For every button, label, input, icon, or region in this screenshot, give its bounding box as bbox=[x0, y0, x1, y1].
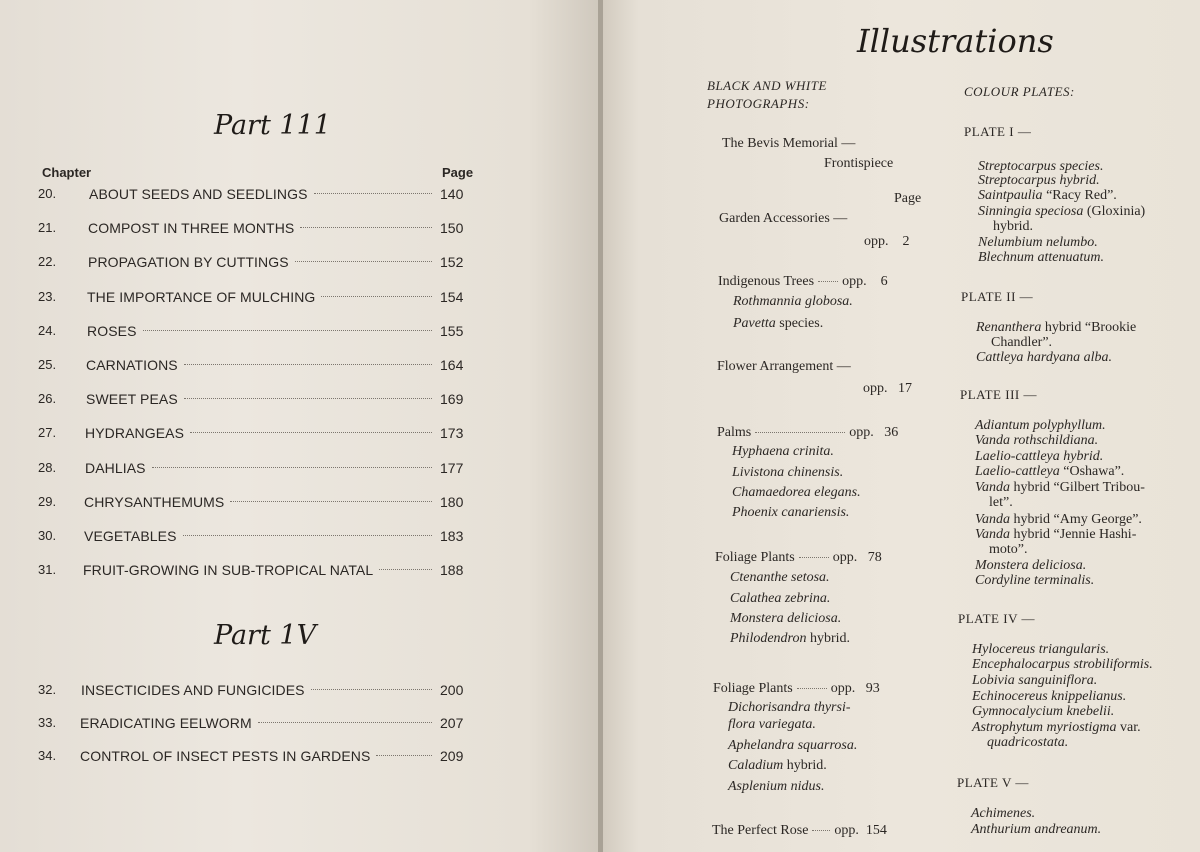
dot-leader bbox=[152, 467, 432, 468]
plate-ii-renanthera: Renanthera hybrid “Brookie bbox=[976, 320, 1137, 335]
plate-iii-vanda-3-cont: moto”. bbox=[989, 542, 1028, 557]
chapter-page: 154 bbox=[440, 288, 464, 305]
plate-i-item: Blechnum attenuatum. bbox=[978, 250, 1104, 265]
dot-leader bbox=[379, 569, 432, 570]
bw-pavetta: Pavetta species. bbox=[733, 316, 824, 331]
chapter-page: 177 bbox=[440, 459, 464, 476]
plate-i-heading: PLATE I — bbox=[964, 124, 1032, 139]
part-iii-title: Part 111 bbox=[214, 110, 331, 141]
chapter-row bbox=[0, 320, 600, 344]
chapter-title: FRUIT-GROWING IN SUB-TROPICAL NATAL bbox=[83, 562, 374, 579]
plate-iv-item: Hylocereus triangularis. bbox=[972, 642, 1110, 657]
plate-i-item: Nelumbium nelumbo. bbox=[978, 235, 1098, 250]
chapter-page: 152 bbox=[440, 254, 464, 271]
dot-leader bbox=[376, 755, 432, 756]
chapter-row bbox=[0, 457, 600, 481]
bw-foliage-1-item: Monstera deliciosa. bbox=[730, 611, 842, 626]
chapter-page: 140 bbox=[440, 186, 464, 202]
dot-leader bbox=[300, 227, 432, 228]
dot-leader bbox=[190, 432, 432, 433]
chapter-number: 23. bbox=[38, 288, 57, 304]
plate-i-item: Streptocarpus hybrid. bbox=[978, 173, 1100, 188]
chapter-number: 31. bbox=[38, 562, 57, 578]
chapter-page: 180 bbox=[440, 493, 464, 510]
chapter-row bbox=[0, 525, 600, 549]
chapter-title: ROSES bbox=[87, 322, 137, 339]
plate-iii-item: Monstera deliciosa. bbox=[975, 558, 1087, 573]
dot-leader bbox=[184, 398, 432, 399]
dot-leader bbox=[230, 501, 432, 502]
chapter-number: 22. bbox=[38, 254, 57, 270]
plate-iv-astrophytum-cont: quadricostata. bbox=[987, 735, 1069, 750]
chapter-number: 30. bbox=[38, 528, 57, 543]
plate-v-heading: PLATE V — bbox=[957, 775, 1029, 790]
chapter-number: 34. bbox=[38, 748, 57, 763]
bw-bevis: The Bevis Memorial — bbox=[722, 136, 856, 151]
dot-leader bbox=[314, 193, 432, 194]
chapter-row bbox=[0, 422, 600, 446]
plate-i-sinningia-cont: hybrid. bbox=[993, 219, 1034, 234]
bw-perfect-rose: The Perfect Rose opp. 154 bbox=[712, 823, 887, 838]
chapter-page: 164 bbox=[440, 357, 464, 373]
chapter-row bbox=[0, 679, 600, 703]
plate-iv-item: Gymnocalycium knebelii. bbox=[972, 704, 1115, 719]
chapter-title: INSECTICIDES AND FUNGICIDES bbox=[81, 682, 305, 698]
illustrations-title: Illustrations bbox=[857, 22, 1054, 60]
bw-asplenium: Asplenium nidus. bbox=[728, 779, 825, 794]
plate-iv-heading: PLATE IV — bbox=[958, 611, 1035, 626]
chapter-page: 155 bbox=[440, 322, 464, 339]
plate-ii-renanthera-cont: Chandler”. bbox=[991, 335, 1053, 350]
dot-leader bbox=[258, 722, 432, 723]
bw-foliage-1-item: Ctenanthe setosa. bbox=[730, 570, 830, 585]
bw-palms: Palms opp. 36 bbox=[717, 425, 899, 440]
chapter-title: THE IMPORTANCE OF MULCHING bbox=[87, 288, 316, 305]
chapter-row bbox=[0, 354, 600, 378]
chapter-row bbox=[0, 388, 600, 412]
dot-leader bbox=[321, 296, 432, 297]
bw-foliage-2: Foliage Plants opp. 93 bbox=[713, 681, 880, 696]
chapter-number: 33. bbox=[38, 715, 57, 730]
chapter-row bbox=[0, 712, 600, 736]
bw-flower-opp: opp. 17 bbox=[863, 381, 912, 396]
chapter-row bbox=[0, 183, 600, 207]
bw-foliage-1-item: Calathea zebrina. bbox=[730, 591, 831, 606]
plate-iv-item: Encephalocarpus strobiliformis. bbox=[972, 657, 1153, 672]
chapter-row bbox=[0, 217, 600, 241]
bw-garden: Garden Accessories — bbox=[719, 211, 848, 226]
bw-palms-item: Livistona chinensis. bbox=[732, 465, 844, 480]
chapter-page: 150 bbox=[440, 220, 464, 237]
chapter-title: ABOUT SEEDS AND SEEDLINGS bbox=[89, 186, 308, 202]
bw-foliage-2-item: Aphelandra squarrosa. bbox=[728, 738, 858, 753]
chapter-row bbox=[0, 559, 600, 583]
plate-iii-item: Cordyline terminalis. bbox=[975, 573, 1095, 588]
plate-i-sinningia: Sinningia speciosa (Gloxinia) bbox=[978, 204, 1146, 219]
bw-palms-item: Hyphaena crinita. bbox=[732, 444, 834, 459]
chapter-title: CONTROL OF INSECT PESTS IN GARDENS bbox=[80, 748, 371, 764]
dot-leader bbox=[184, 364, 432, 365]
page-label: Page bbox=[442, 165, 474, 180]
chapter-row bbox=[0, 251, 600, 275]
chapter-page: 200 bbox=[440, 682, 464, 698]
chapter-number: 32. bbox=[38, 682, 57, 697]
bw-foliage-2-item: Dichorisandra thyrsi- bbox=[728, 700, 851, 715]
chapter-title: VEGETABLES bbox=[84, 528, 177, 544]
plate-iii-item: Laelio-cattleya hybrid. bbox=[975, 449, 1104, 464]
colour-heading: COLOUR PLATES: bbox=[964, 84, 1075, 99]
dot-leader bbox=[311, 689, 432, 690]
dot-leader bbox=[143, 330, 432, 331]
chapter-row bbox=[0, 286, 600, 310]
plate-iii-vanda-1: Vanda hybrid “Gilbert Tribou- bbox=[975, 480, 1145, 495]
chapter-row bbox=[0, 745, 600, 769]
bw-palms-item: Phoenix canariensis. bbox=[732, 505, 850, 520]
plate-i-saintpaulia: Saintpaulia “Racy Red”. bbox=[978, 188, 1117, 203]
bw-page-label: Page bbox=[894, 191, 922, 206]
plate-iv-astrophytum: Astrophytum myriostigma var. bbox=[972, 720, 1141, 735]
bw-palms-item: Chamaedorea elegans. bbox=[732, 485, 861, 500]
chapter-row bbox=[0, 491, 600, 515]
chapter-page: 209 bbox=[440, 748, 464, 764]
bw-heading: BLACK AND WHITE bbox=[707, 78, 827, 93]
chapter-title: CHRYSANTHEMUMS bbox=[84, 493, 225, 510]
plate-i-item: Streptocarpus species. bbox=[978, 159, 1104, 174]
chapter-number: 20. bbox=[38, 186, 57, 201]
chapter-page: 173 bbox=[440, 425, 464, 442]
bw-foliage-1: Foliage Plants opp. 78 bbox=[715, 550, 882, 565]
chapter-number: 29. bbox=[38, 493, 57, 509]
plate-iii-vanda-2: Vanda hybrid “Amy George”. bbox=[975, 512, 1142, 527]
chapter-page: 183 bbox=[440, 528, 464, 544]
plate-iv-item: Lobivia sanguiniflora. bbox=[972, 673, 1098, 688]
bw-heading-line2: PHOTOGRAPHS: bbox=[707, 96, 810, 111]
chapter-number: 26. bbox=[38, 391, 57, 407]
part-iv-title: Part 1V bbox=[214, 620, 317, 651]
plate-v-item: Achimenes. bbox=[971, 806, 1036, 821]
bw-indigenous: Indigenous Trees opp. 6 bbox=[718, 274, 888, 289]
chapter-number: 25. bbox=[38, 357, 57, 372]
chapter-number: 24. bbox=[38, 322, 57, 338]
chapter-title: CARNATIONS bbox=[86, 357, 178, 373]
dot-leader bbox=[183, 535, 432, 536]
bw-flower: Flower Arrangement — bbox=[717, 359, 851, 374]
dot-leader bbox=[295, 261, 432, 262]
plate-iii-item: Vanda rothschildiana. bbox=[975, 433, 1099, 448]
plate-iii-vanda-1-cont: let”. bbox=[989, 495, 1013, 510]
chapter-title: SWEET PEAS bbox=[86, 391, 178, 408]
plate-iii-item: Adiantum polyphyllum. bbox=[975, 418, 1106, 433]
chapter-title: DAHLIAS bbox=[85, 459, 146, 476]
bw-frontispiece: Frontispiece bbox=[824, 156, 894, 171]
chapter-page: 207 bbox=[440, 715, 464, 731]
plate-ii-heading: PLATE II — bbox=[961, 289, 1034, 304]
chapter-label: Chapter bbox=[42, 165, 92, 180]
bw-philodendron: Philodendron hybrid. bbox=[730, 631, 851, 646]
chapter-number: 28. bbox=[38, 459, 57, 475]
plate-ii-item: Cattleya hardyana alba. bbox=[976, 350, 1112, 365]
chapter-title: ERADICATING EELWORM bbox=[80, 715, 252, 731]
chapter-title: PROPAGATION BY CUTTINGS bbox=[88, 254, 289, 271]
chapter-page: 169 bbox=[440, 391, 464, 408]
bw-foliage-2-item: flora variegata. bbox=[728, 717, 816, 732]
chapter-title: HYDRANGEAS bbox=[85, 425, 185, 442]
right-page bbox=[603, 0, 1200, 852]
chapter-page: 188 bbox=[440, 562, 464, 579]
bw-caladium: Caladium hybrid. bbox=[728, 758, 827, 773]
chapter-number: 27. bbox=[38, 425, 57, 441]
plate-iii-vanda-3: Vanda hybrid “Jennie Hashi- bbox=[975, 527, 1137, 542]
bw-garden-opp: opp. 2 bbox=[864, 234, 910, 249]
plate-v-item: Anthurium andreanum. bbox=[971, 822, 1102, 837]
plate-iv-item: Echinocereus knippelianus. bbox=[972, 689, 1127, 704]
plate-iii-laelio: Laelio-cattleya “Oshawa”. bbox=[975, 464, 1125, 479]
chapter-number: 21. bbox=[38, 220, 57, 236]
bw-indigenous-item: Rothmannia globosa. bbox=[733, 294, 853, 309]
plate-iii-heading: PLATE III — bbox=[960, 387, 1037, 402]
chapter-title: COMPOST IN THREE MONTHS bbox=[88, 220, 295, 237]
